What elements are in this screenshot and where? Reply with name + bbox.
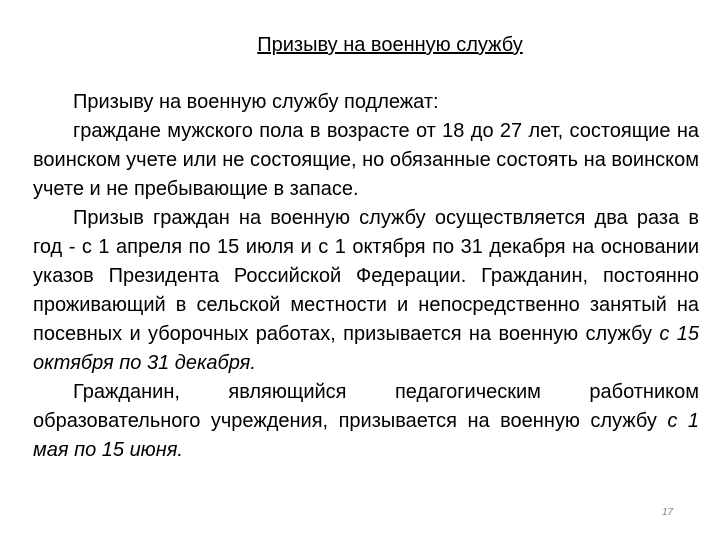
paragraph-text: Призыву на военную службу подлежат: bbox=[73, 91, 439, 113]
paragraph bbox=[33, 204, 699, 378]
slide-body bbox=[33, 88, 699, 465]
paragraph-date-range: с 15 октября по 31 декабря. bbox=[33, 323, 700, 374]
paragraph-date-range: с 1 мая по 15 июня. bbox=[33, 410, 699, 461]
paragraph bbox=[33, 117, 699, 204]
paragraph-text: Призыв граждан на военную службу осуществляется два раза в год - с 1 апреля по 15 июля и с 1 октября по 31 декабря на основании указов Президента Российской Федерации. Гражданин, постоянно проживающий в сельской местности и непосредственно занятый на посевных и уборочных работах, призывается на военную службу bbox=[33, 207, 699, 345]
page-number: 17 bbox=[662, 507, 674, 518]
paragraph-text: граждане мужского пола в возрасте от 18 до 27 лет, состоящие на воинском учете или не состоящие, но обязанные состоять на воинском учете и не пребывающие в запасе. bbox=[33, 120, 699, 200]
paragraph bbox=[33, 88, 699, 117]
slide-title: Призыву на военную службу bbox=[257, 34, 523, 56]
paragraph bbox=[33, 378, 699, 465]
paragraph-text: Гражданин, являющийся педагогическим работником образовательного учреждения, призывается на военную службу bbox=[33, 381, 699, 432]
